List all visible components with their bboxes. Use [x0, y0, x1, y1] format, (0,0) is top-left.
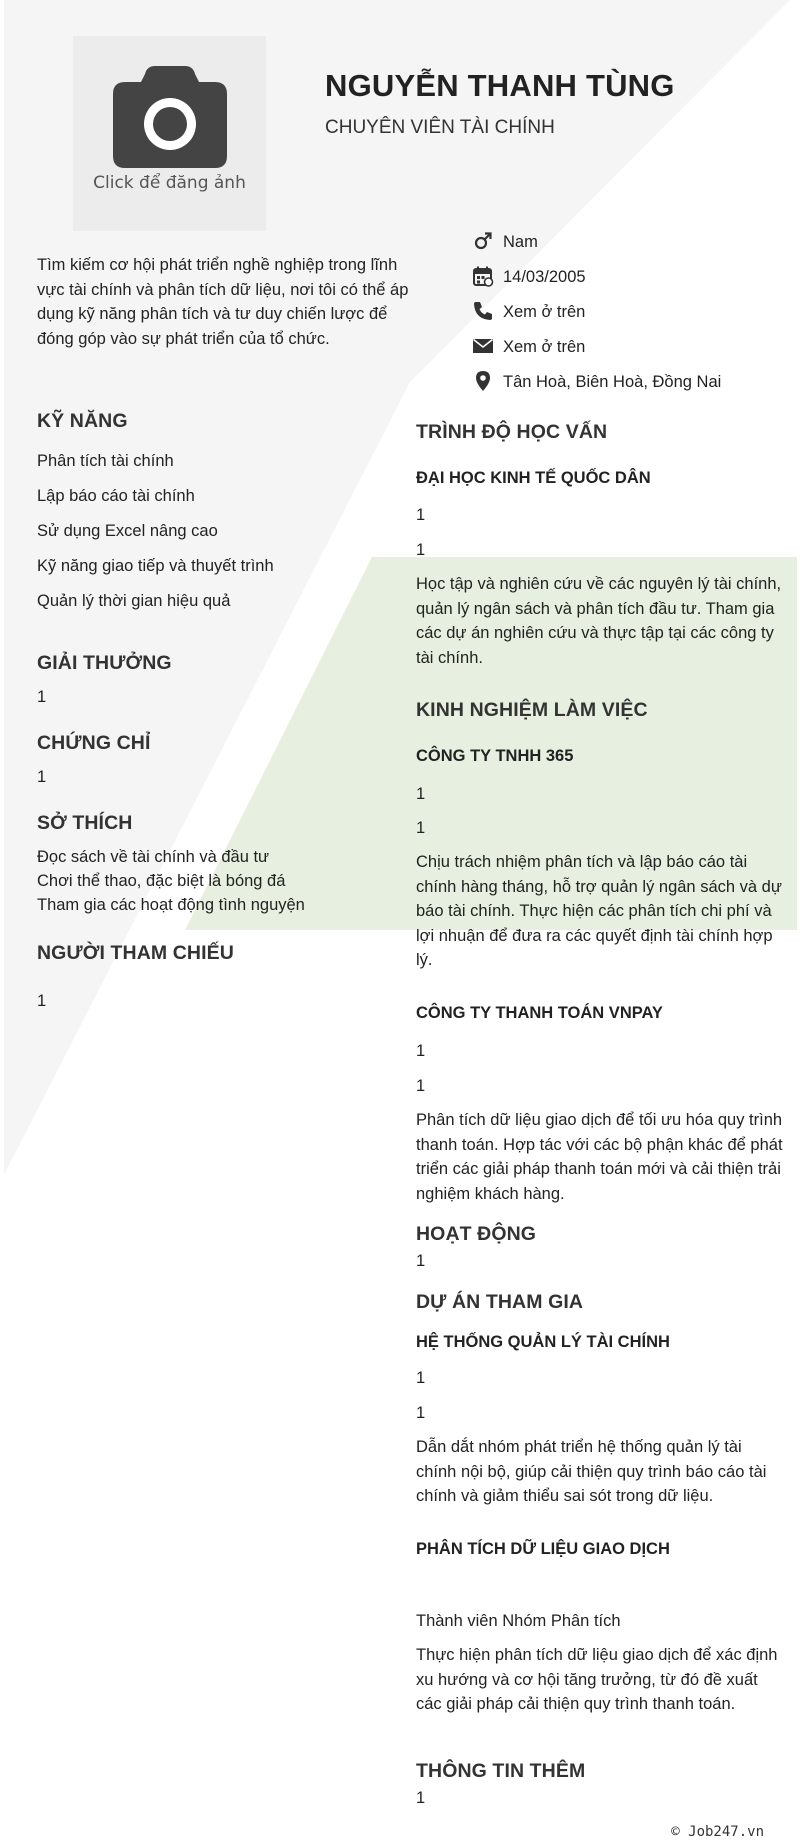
camera-icon	[111, 64, 229, 169]
project-line1: 1	[416, 1369, 426, 1387]
project-role: Thành viên Nhóm Phân tích	[416, 1612, 621, 1630]
education-line2: 1	[416, 541, 426, 559]
experience-line1: 1	[416, 1042, 426, 1060]
hobby-item: Chơi thể thao, đặc biệt là bóng đá	[37, 872, 286, 890]
experience-line2: 1	[416, 819, 426, 837]
project-description: Dẫn dắt nhóm phát triển hệ thống quản lý tài chính nội bộ, giúp cải thiện quy trình báo cáo tài chính và giảm thiểu sai sót trong dữ liệu.	[416, 1438, 767, 1505]
candidate-job-title: CHUYÊN VIÊN TÀI CHÍNH	[325, 117, 555, 138]
references-value: 1	[37, 992, 47, 1010]
additional-info-value: 1	[416, 1789, 426, 1807]
contact-birthday-value: 14/03/2005	[503, 268, 586, 286]
contact-address	[472, 370, 792, 405]
experience-line1: 1	[416, 785, 426, 803]
skills-heading: KỸ NĂNG	[37, 410, 128, 432]
photo-upload[interactable]	[73, 36, 266, 231]
experience-company: CÔNG TY TNHH 365	[416, 747, 574, 765]
skills-list	[37, 452, 367, 627]
project-name: PHÂN TÍCH DỮ LIỆU GIAO DỊCH	[416, 1540, 670, 1558]
education-line1: 1	[416, 506, 426, 524]
education-description: Học tập và nghiên cứu về các nguyên lý tài chính, quản lý ngân sách và phân tích đầu tư. Tham gia các dự án nghiên cứu và thực tập tại các công ty tài chính.	[416, 575, 782, 667]
awards-heading: GIẢI THƯỞNG	[37, 652, 172, 674]
projects-heading: DỰ ÁN THAM GIA	[416, 1291, 584, 1313]
contact-email	[472, 335, 792, 370]
experience-heading: KINH NGHIỆM LÀM VIỆC	[416, 699, 648, 721]
hobbies-heading: SỞ THÍCH	[37, 812, 133, 834]
contact-phone-value: Xem ở trên	[503, 303, 586, 321]
experience-description: Phân tích dữ liệu giao dịch để tối ưu hóa quy trình thanh toán. Hợp tác với các bộ phận khác để phát triển các giải pháp thanh toán mới và cải thiện trải nghiệm khách hàng.	[416, 1111, 783, 1203]
education-school: ĐẠI HỌC KINH TẾ QUỐC DÂN	[416, 469, 651, 487]
calendar-icon	[472, 265, 494, 287]
location-pin-icon	[472, 370, 494, 392]
hobby-item: Tham gia các hoạt động tình nguyện	[37, 896, 305, 914]
skill-item: Kỹ năng giao tiếp và thuyết trình	[37, 557, 274, 575]
phone-icon	[472, 300, 494, 322]
activities-value: 1	[416, 1252, 426, 1270]
candidate-name: NGUYỄN THANH TÙNG	[325, 68, 675, 103]
project-description: Thực hiện phân tích dữ liệu giao dịch để xác định xu hướng và cơ hội tăng trưởng, từ đó đề xuất các giải pháp cải thiện quy trình thanh toán.	[416, 1646, 778, 1713]
experience-line2: 1	[416, 1077, 426, 1095]
additional-info-heading: THÔNG TIN THÊM	[416, 1760, 586, 1782]
contact-list	[472, 230, 792, 405]
project-line2: 1	[416, 1404, 426, 1422]
career-objective: Tìm kiếm cơ hội phát triển nghề nghiệp trong lĩnh vực tài chính và phân tích dữ liệu, nơi tôi có thể áp dụng kỹ năng phân tích và tư duy chiến lược để đóng góp vào sự phát triển của tổ chức.	[37, 256, 409, 348]
skill-item: Phân tích tài chính	[37, 452, 174, 470]
education-heading: TRÌNH ĐỘ HỌC VẤN	[416, 421, 608, 443]
skill-item: Quản lý thời gian hiệu quả	[37, 592, 231, 610]
footer-copyright: © Job247.vn	[671, 1824, 764, 1840]
photo-caption: Click để đăng ảnh	[93, 173, 246, 193]
gender-icon	[472, 230, 494, 252]
activities-heading: HOẠT ĐỘNG	[416, 1223, 537, 1245]
awards-value: 1	[37, 688, 47, 706]
project-name: HỆ THỐNG QUẢN LÝ TÀI CHÍNH	[416, 1333, 670, 1351]
skill-item: Lập báo cáo tài chính	[37, 487, 195, 505]
email-icon	[472, 335, 494, 357]
certificates-heading: CHỨNG CHỈ	[37, 732, 151, 754]
contact-gender-value: Nam	[503, 233, 538, 251]
experience-description: Chịu trách nhiệm phân tích và lập báo cáo tài chính hàng tháng, hỗ trợ quản lý ngân sách và dự báo tài chính. Thực hiện các phân tích chi phí và lợi nhuận để đưa ra các quyết định tài chính hợp lý.	[416, 853, 782, 969]
hobbies-list	[37, 845, 367, 917]
contact-phone	[472, 300, 792, 335]
certificates-value: 1	[37, 768, 47, 786]
contact-address-value: Tân Hoà, Biên Hoà, Đồng Nai	[503, 373, 722, 391]
hobby-item: Đọc sách về tài chính và đầu tư	[37, 848, 270, 866]
contact-birthday	[472, 265, 792, 300]
skill-item: Sử dụng Excel nâng cao	[37, 522, 218, 540]
references-heading: NGƯỜI THAM CHIẾU	[37, 942, 234, 964]
contact-gender	[472, 230, 792, 265]
contact-email-value: Xem ở trên	[503, 338, 586, 356]
experience-company: CÔNG TY THANH TOÁN VNPAY	[416, 1004, 663, 1022]
